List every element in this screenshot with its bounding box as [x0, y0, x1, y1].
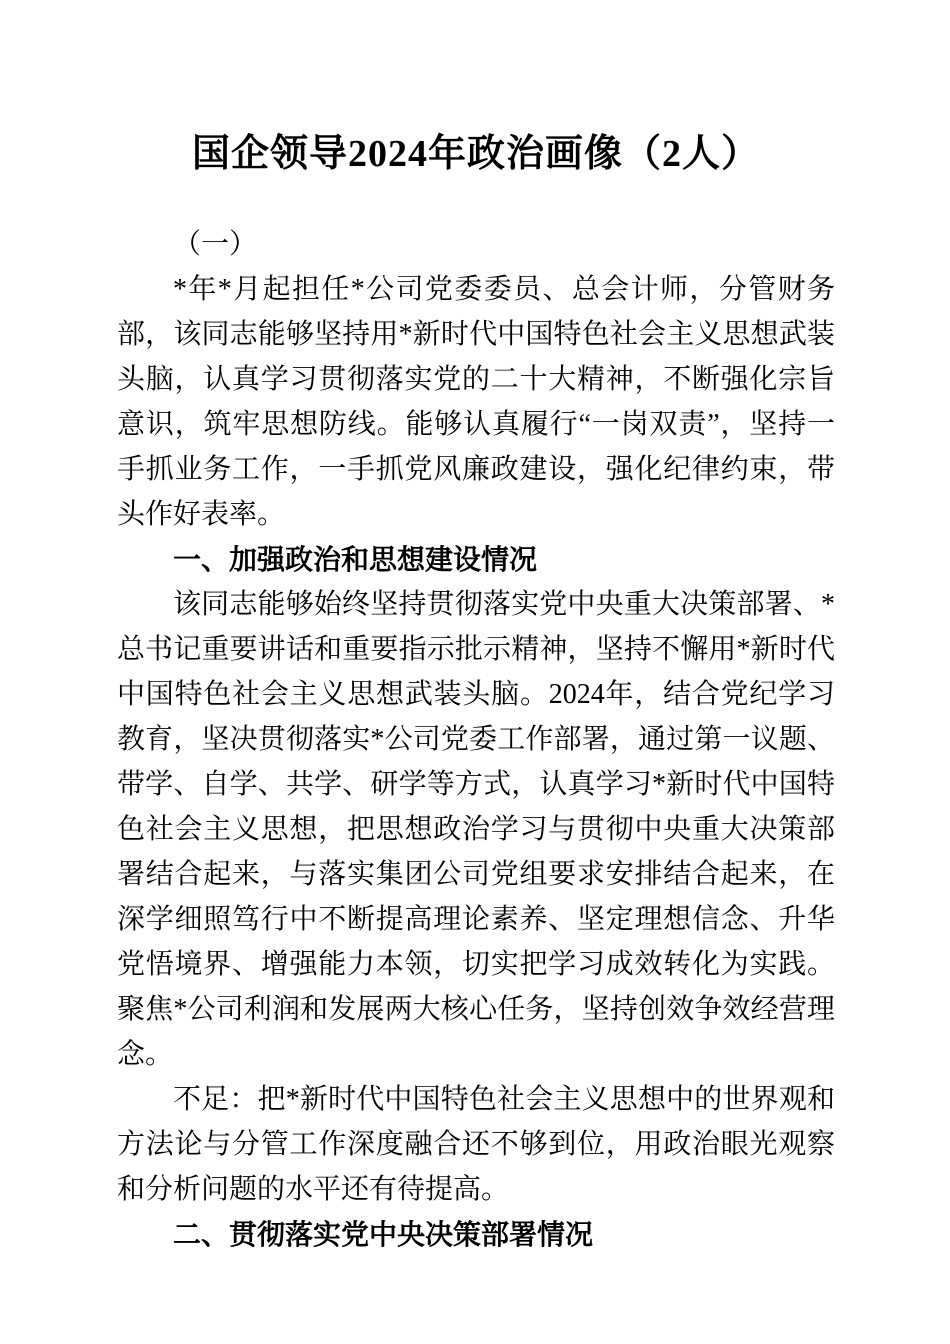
section-heading-1: 一、加强政治和思想建设情况 [173, 544, 538, 575]
doc-title: 国企领导2024年政治画像（2人） [191, 133, 760, 175]
section-marker: （一） [173, 229, 258, 260]
section-heading-2: 二、贯彻落实党中央决策部署情况 [173, 1219, 594, 1250]
paragraph-intro: *年*月起担任*公司党委委员、总会计师，分管财务部，该同志能够坚持用*新时代中国特色社会主义思想武装头脑，认真学习贯彻落实党的二十大精神，不断强化宗旨意识，筑牢思想防线。能够认真履行“一岗双责”，坚持一手抓业务工作，一手抓党风廉政建设，强化纪律约束，带头作好表率。 [117, 274, 835, 530]
paragraph-section-1-shortcomings: 不足：把*新时代中国特色社会主义思想中的世界观和方法论与分管工作深度融合还不够到位，用政治眼光观察和分析问题的水平还有待提高。 [117, 1084, 835, 1205]
paragraph-section-1-body: 该同志能够始终坚持贯彻落实党中央重大决策部署、*总书记重要讲话和重要指示批示精神，坚持不懈用*新时代中国特色社会主义思想武装头脑。2024年，结合党纪学习教育，坚决贯彻落实*公司党委工作部署，通过第一议题、带学、自学、共学、研学等方式，认真学习*新时代中国特色社会主义思想，把思想政治学习与贯彻中央重大决策部署结合起来，与落实集团公司党组要求安排结合起来，在深学细照笃行中不断提高理论素养、坚定理想信念、升华党悟境界、增强能力本领，切实把学习成效转化为实践。聚焦*公司利润和发展两大核心任务，坚持创效争效经营理念。 [117, 589, 835, 1070]
